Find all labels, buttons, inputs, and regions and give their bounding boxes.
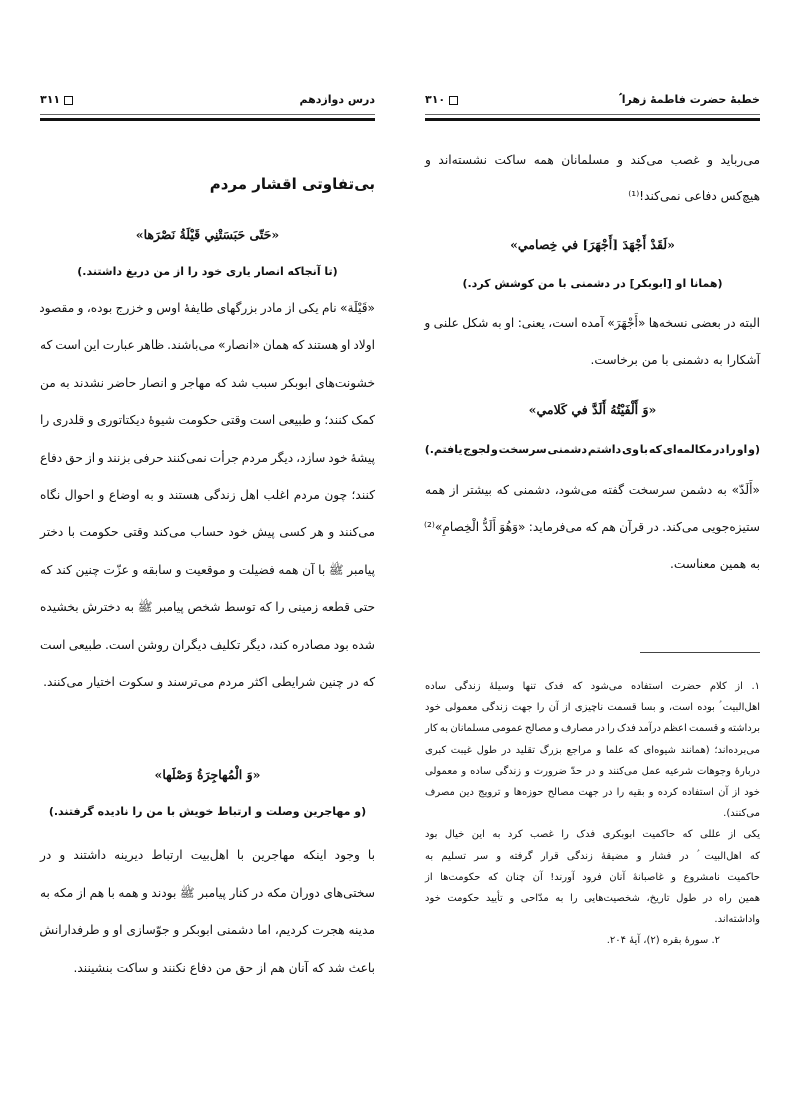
page-number-value: ۳۱۰ bbox=[425, 93, 446, 106]
running-header bbox=[425, 93, 760, 109]
section-title: بی‌تفاوتی اقشار مردم bbox=[209, 175, 375, 193]
footnote-line: ۱. از کلام حضرت استفاده می‌شود که فدک تنها وسیلهٔ زندگی ساده bbox=[425, 681, 760, 692]
body-line: می‌رباید و غصب می‌کند و مسلمانان همه ساکت نشسته‌اند و bbox=[425, 153, 760, 167]
page-number bbox=[40, 93, 77, 106]
footnote-line: حاکمیت نامشروع و غاصبانهٔ آنان فرود آورند! آن چنان که حکومت‌ها از bbox=[425, 871, 760, 883]
footnote-line: واداشته‌اند. bbox=[714, 914, 760, 926]
body-line: حتی قطعه زمینی را که توسط شخص پیامبر ﷺ به دخترش بخشیده bbox=[40, 600, 375, 615]
body-line: خشونت‌های ابوبکر سبب شد که مهاجر و انصار حاضر نشدند به من bbox=[40, 375, 375, 390]
footnote-line: که اهل‌البیت ؑ در فشار و مضیقهٔ زندگی قرار گرفته و سر تسلیم به bbox=[425, 850, 760, 862]
body-line: با وجود اینکه مهاجرین با اهل‌بیت ارتباط دیرینه داشتند و در bbox=[40, 848, 375, 862]
quote-translation: (و مهاجرین وصلت و ارتباط خویش با من را نادیده گرفتند.) bbox=[48, 805, 367, 818]
body-line: کمک کنند؛ و طبیعی است وقتی حکومت شیوهٔ دیکتاتوری و قلدری را bbox=[40, 413, 375, 428]
body-line: پیامبر ﷺ با آن همه فضیلت و موقعیت و سابقه و عزّت چنین کند که bbox=[40, 562, 375, 577]
header-title: خطبهٔ حضرت فاطمهٔ زهرا ؑ bbox=[618, 93, 760, 106]
footnote-line: دربارهٔ وجوهات شرعیه عمل می‌کنند و در حدّ ضرورت و زندگی ساده و معمولی bbox=[425, 765, 760, 777]
running-header bbox=[40, 93, 375, 109]
arabic-quote: «وَ أَلْفَيْتُهُ أَلَدَّ في كَلامي» bbox=[528, 402, 657, 417]
arabic-quote: «حَتّی حَبَسَتْنِي قَيْلَةُ نَصْرَها» bbox=[135, 227, 280, 242]
footnote-line: می‌کنند). bbox=[723, 808, 760, 820]
footnote-line: اهل‌البیت ؑ بوده است، و بسا قسمت ناچیزی از آن را جهت زندگی معمولی خود bbox=[425, 702, 760, 714]
body-line: «قَیْلَة» نام یکی از مادر بزرگهای طایفهٔ اوس و خزرج بوده، و مقصود bbox=[39, 301, 375, 315]
square-icon bbox=[449, 96, 458, 105]
body-line: هیچ‌کس دفاعی نمی‌کند!⁽¹⁾ bbox=[628, 189, 760, 203]
body-line: ستیزه‌جویی می‌کند. در قرآن هم که می‌فرماید: «وَهُوَ أَلَدُّ الْخِصامِ»⁽²⁾ bbox=[423, 520, 760, 534]
body-line: مدینه هجرت کردیم، اما دشمنی ابوبکر و جوّسازی او و طرفدارانش bbox=[39, 923, 375, 937]
header-title: درس دوازدهم bbox=[299, 93, 375, 106]
footnote-line: همین راه در طول تاریخ، شخصیت‌هایی را به مدّاحی و تأیید حکومت خود bbox=[425, 893, 760, 904]
header-rule-thick bbox=[425, 118, 760, 121]
page-number-value: ۳۱۱ bbox=[40, 93, 61, 106]
header-rule bbox=[425, 114, 760, 115]
body-line: اولاد او هستند که همان «انصار» می‌باشند. ظاهر عبارت این است که bbox=[40, 338, 375, 353]
quote-translation: (تا آنجاکه انصار یاری خود را از من دریغ داشتند.) bbox=[77, 265, 338, 278]
quote-translation: (و او را در مکالمه‌ای که با وی داشتم دشمنی سرسخت و لجوج یافتم.) bbox=[424, 443, 760, 456]
quote-translation: (همانا او [ابوبکر] در دشمنی با من کوشش کرد.) bbox=[462, 277, 723, 290]
footnote-line: ۲. سورهٔ بقره (۲)، آیهٔ ۲۰۴. bbox=[606, 935, 720, 947]
body-line: که در چنین شرایطی اکثر مردم می‌ترسند و سکوت اختیار می‌کنند. bbox=[43, 675, 375, 689]
footnote-line: یکی از عللی که حاکمیت ابوبکری فدک را غصب کرد به این خیال بود bbox=[425, 829, 760, 841]
body-line: سختی‌های دوران مکه در کنار پیامبر ﷺ بودند و همه با هم از مکه به bbox=[40, 885, 375, 900]
arabic-quote: «لَقَدْ أَجْهَدَ [أَجْهَرَ] في خِصامي» bbox=[510, 237, 675, 252]
body-line: به همین معناست. bbox=[670, 557, 760, 571]
body-line: البته در بعضی نسخه‌ها «أَجْهَرَ» آمده است، یعنی: او به شکل علنی و bbox=[424, 316, 760, 330]
arabic-quote: «وَ الْمُهاجِرَةُ وَصْلَها» bbox=[154, 767, 261, 782]
page-number bbox=[425, 93, 462, 106]
body-line: آشکارا به دشمنی با من برخاست. bbox=[590, 353, 760, 367]
body-line: پیشهٔ خود سازد، دیگر مردم جرأت نمی‌کنند حرفی بزنند و از حق دفاع bbox=[40, 450, 375, 465]
body-line: می‌کنند و هر کسی پیش خود حساب می‌کند وقتی حکومت با دختر bbox=[40, 525, 375, 540]
footnote-line: برداشته و قسمت اعظم درآمد فدک را در مصارف و مصالح عمومی مسلمانان به کار bbox=[425, 723, 760, 735]
footnote-line: می‌برده‌اند؛ (همانند شیوه‌ای که علما و مراجع بزرگ تقلید در طول غیبت کبری bbox=[425, 744, 760, 756]
body-line: باعث شد که آنان هم از حق من دفاع نکنند و ساکت بنشینند. bbox=[73, 960, 375, 975]
header-rule-thick bbox=[40, 118, 375, 121]
header-rule bbox=[40, 114, 375, 115]
body-line: کنند؛ چون مردم اغلب اهل زندگی هستند و به اوضاع و احوال نگاه bbox=[40, 488, 375, 502]
footnote-line: خود از آن استفاده کرده و بقیه را در جهت مصالح حوزه‌ها و ترویج دین مصرف bbox=[425, 787, 760, 798]
body-line: شده بود مصادره کند، دیگر تکلیف دیگران روشن است. طبیعی است bbox=[40, 637, 375, 652]
square-icon bbox=[64, 96, 73, 105]
right-page bbox=[425, 0, 760, 1100]
footnote-separator bbox=[640, 652, 760, 653]
body-line: «أَلَدّ» به دشمن سرسخت گفته می‌شود، دشمنی که بیشتر از همه bbox=[425, 483, 760, 497]
left-page bbox=[40, 0, 375, 1100]
